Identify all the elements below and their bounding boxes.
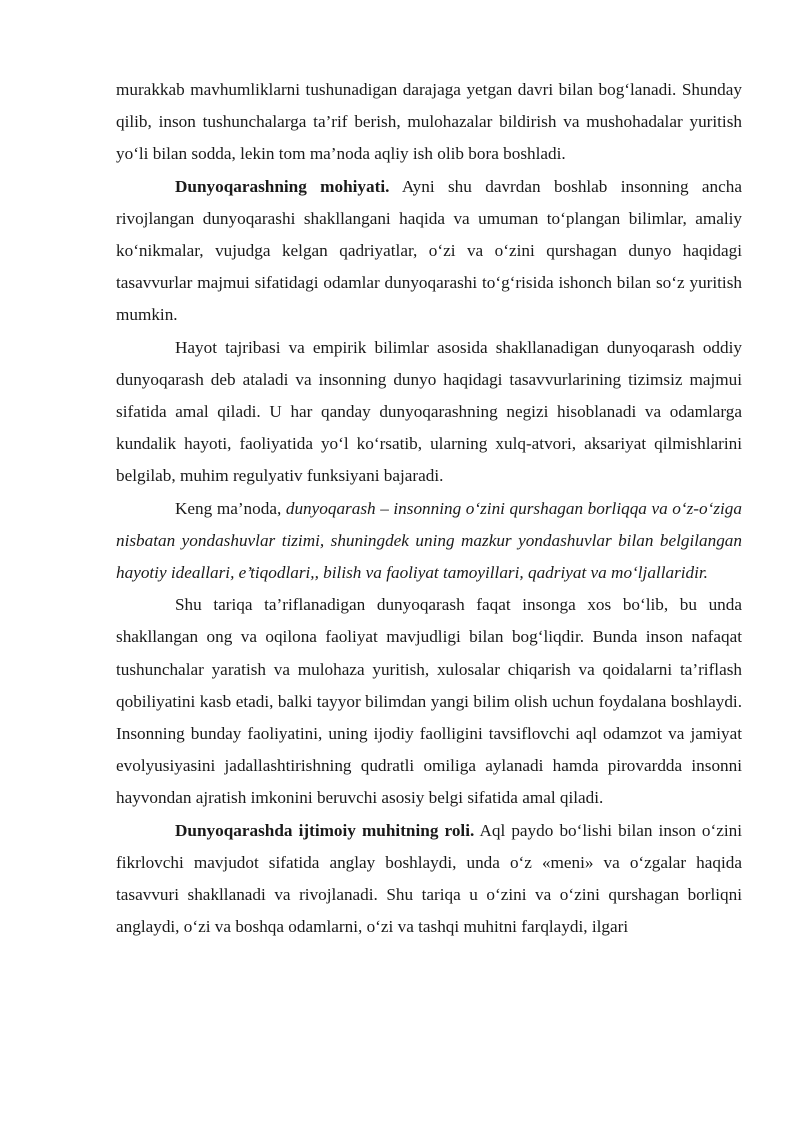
paragraph-social-environment [116, 815, 742, 944]
definition-lead: Keng ma’noda, [175, 498, 286, 518]
section-heading-worldview-essence: Dunyoqarashning mohiyati. [175, 176, 390, 196]
paragraph-definition [116, 493, 742, 590]
paragraph-worldview-essence [116, 171, 742, 332]
paragraph-ordinary-worldview: Hayot tajribasi va empirik bilimlar asosida shakllanadigan dunyoqarash oddiy dunyoqarash deb ataladi va insonning dunyo haqidagi tasavvurlarining tizimsiz majmui sifatida amal qiladi. U har qanday dunyoqarashning negizi hisoblanadi va odamlarga kundalik hayoti, faoliyatida yo‘l ko‘rsatib, ularning xulq-atvori, aksariyat qilmishlarini belgilab, muhim regulyativ funksiyani bajaradi. [116, 337, 742, 486]
document-page [116, 74, 742, 943]
paragraph-continuation: murakkab mavhumliklarni tushunadigan darajaga yetgan davri bilan bog‘lanadi. Shunday qilib, inson tushunchalarga ta’rif berish, mulohazalar bildirish va mushohadalar yuritish yo‘li bilan sodda, lekin tom ma’noda aqliy ish olib bora boshladi. [116, 80, 742, 164]
paragraph-reason: Shu tariqa ta’riflanadigan dunyoqarash faqat insonga xos bo‘lib, bu unda shakllangan ong va oqilona faoliyat mavjudligi bilan bog‘liqdir. Bunda inson nafaqat tushunchalar yaratish va mulohaza yuritish, xulosalar chiqarish va qoidalarni ta’riflash qobiliyatini kasb etadi, balki tayyor bilimdan yangi bilim olish uchun foydalana boshlaydi. Insonning bunday faoliyatini, uning ijodiy faolligini tavsiflovchi aql odamzot va jamiyat evolyusiyasini jadallashtirishning qudratli omiliga aylanadi hamda pirovardda insonni hayvondan ajratish imkonini beruvchi asosiy belgi sifatida amal qiladi. [116, 595, 742, 808]
section-heading-social-environment: Dunyoqarashda ijtimoiy muhitning roli. [175, 820, 475, 840]
paragraph-text: Aql paydo bo‘lishi bilan inson o‘zini fikrlovchi mavjudot sifatida anglay boshlaydi, unda o‘z «meni» va o‘zgalar haqida tasavvuri shakllanadi va rivojlanadi. Shu tariqa u o‘zini va o‘zini qurshagan borliqni anglaydi, o‘zi va boshqa odamlarni, o‘zi va tashqi muhitni farqlaydi, ilgari [116, 820, 742, 937]
paragraph-text: Ayni shu davrdan boshlab insonning ancha rivojlangan dunyoqarashi shakllangani haqida va umuman to‘plangan bilimlar, amaliy ko‘nikmalar, vujudga kelgan qadriyatlar, o‘zi va o‘zini qurshagan dunyo haqidagi tasavvurlar majmui sifatidagi odamlar dunyoqarashi to‘g‘risida ishonch bilan so‘z yuritish mumkin. [116, 176, 742, 325]
definition-italic: dunyoqarash – insonning o‘zini qurshagan borliqqa va o‘z-o‘ziga nisbatan yondashuvlar tizimi, shuningdek uning mazkur yondashuvlar bilan belgilangan hayotiy ideallari, e’tiqodlari,, bilish va faoliyat tamoyillari, qadriyat va mo‘ljallaridir. [116, 498, 742, 583]
